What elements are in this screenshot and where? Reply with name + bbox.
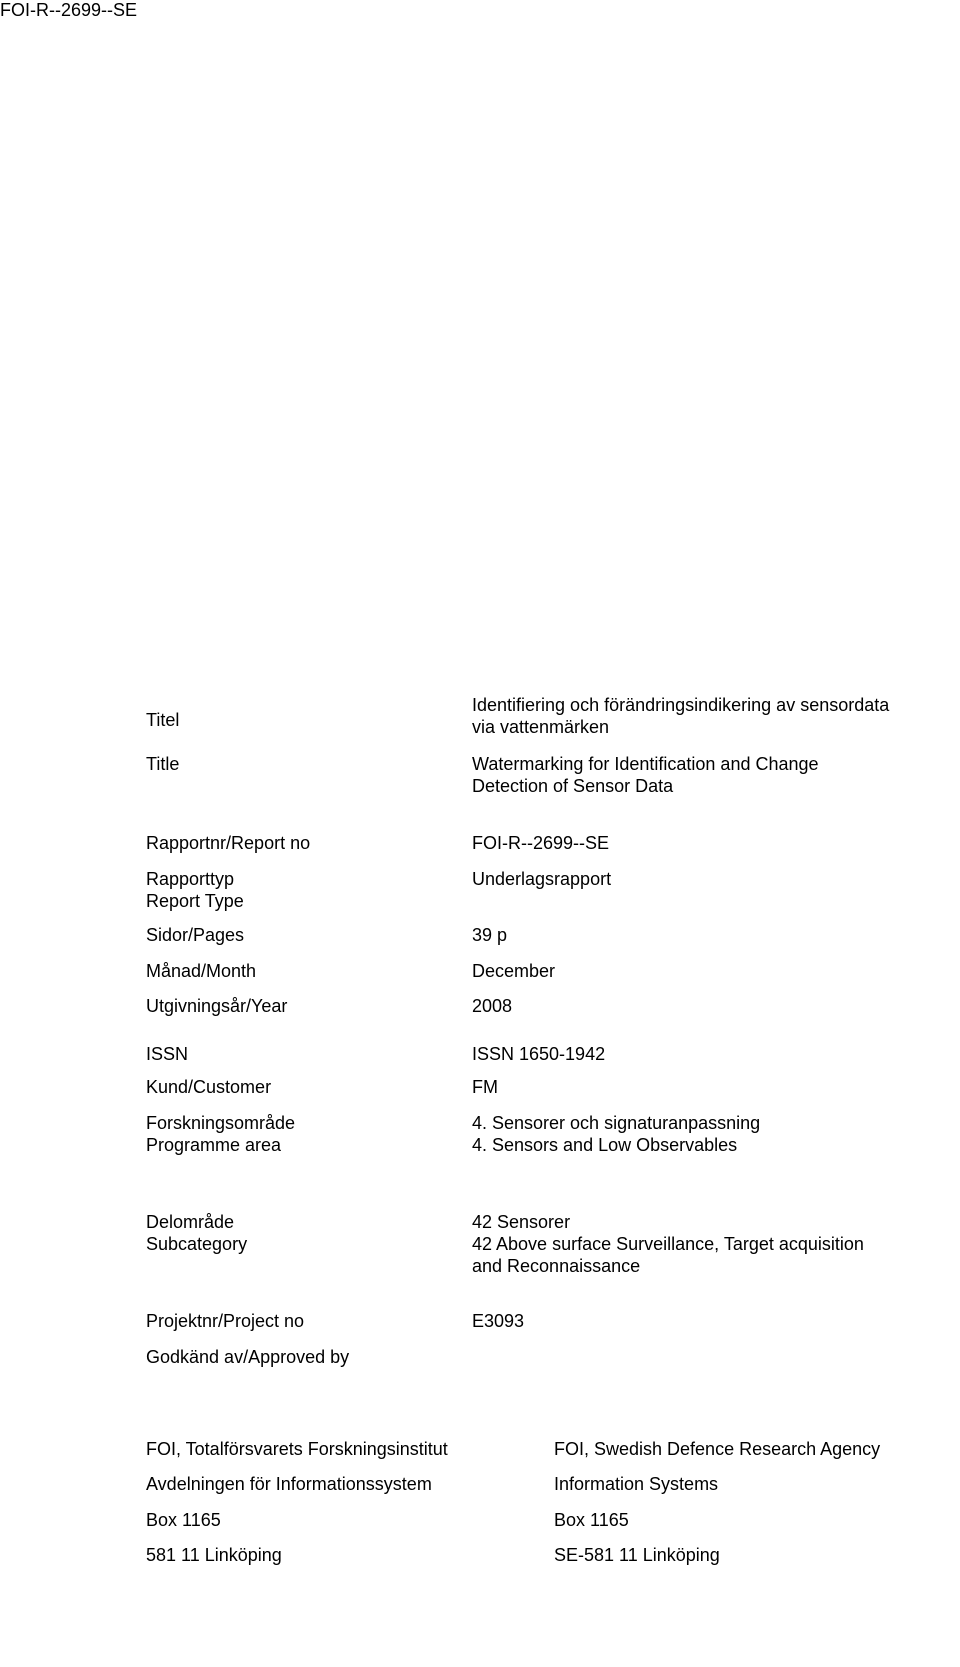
- report-no-value: FOI-R--2699--SE: [472, 833, 610, 853]
- year-label: Utgivningsår/Year: [146, 996, 288, 1016]
- footer-sv-division: Avdelningen för Informationssystem: [146, 1474, 432, 1494]
- customer-value: FM: [472, 1077, 498, 1097]
- month-label: Månad/Month: [146, 961, 257, 981]
- footer-sv-box: Box 1165: [146, 1510, 221, 1530]
- pages-value: 39 p: [472, 925, 508, 945]
- report-code-header: FOI-R--2699--SE: [0, 0, 138, 20]
- pages-label: Sidor/Pages: [146, 925, 245, 945]
- footer-en-org: FOI, Swedish Defence Research Agency: [554, 1439, 881, 1459]
- subcategory-value-line1: 42 Sensorer: [472, 1212, 571, 1232]
- customer-label: Kund/Customer: [146, 1077, 272, 1097]
- footer-sv-city: 581 11 Linköping: [146, 1545, 282, 1565]
- footer-en-city: SE-581 11 Linköping: [554, 1545, 720, 1565]
- programme-value-line1: 4. Sensorer och signaturanpassning: [472, 1113, 761, 1133]
- programme-value-line2: 4. Sensors and Low Observables: [472, 1135, 738, 1155]
- title-value-line2: Detection of Sensor Data: [472, 776, 674, 796]
- project-no-label: Projektnr/Project no: [146, 1311, 305, 1331]
- report-type-label-line1: Rapporttyp: [146, 869, 235, 889]
- year-value: 2008: [472, 996, 513, 1016]
- issn-label: ISSN: [146, 1044, 189, 1064]
- month-value: December: [472, 961, 556, 981]
- footer-sv-org: FOI, Totalförsvarets Forskningsinstitut: [146, 1439, 448, 1459]
- report-no-label: Rapportnr/Report no: [146, 833, 311, 853]
- programme-label-line2: Programme area: [146, 1135, 282, 1155]
- project-no-value: E3093: [472, 1311, 525, 1331]
- footer-en-box: Box 1165: [554, 1510, 629, 1530]
- programme-label-line1: Forskningsområde: [146, 1113, 296, 1133]
- report-type-value: Underlagsrapport: [472, 869, 612, 889]
- title-value-line1: Watermarking for Identification and Change: [472, 754, 819, 774]
- footer-en-division: Information Systems: [554, 1474, 719, 1494]
- subcategory-label-line1: Delområde: [146, 1212, 235, 1232]
- issn-value: ISSN 1650-1942: [472, 1044, 606, 1064]
- approved-by-label: Godkänd av/Approved by: [146, 1347, 350, 1367]
- titel-label: Titel: [146, 710, 180, 730]
- titel-value-line1: Identifiering och förändringsindikering av sensordata: [472, 695, 890, 715]
- report-type-label-line2: Report Type: [146, 891, 244, 911]
- title-label: Title: [146, 754, 180, 774]
- subcategory-value-line2: 42 Above surface Surveillance, Target acquisition: [472, 1234, 864, 1254]
- subcategory-value-line3: and Reconnaissance: [472, 1256, 641, 1276]
- titel-value-line2: via vattenmärken: [472, 717, 610, 737]
- subcategory-label-line2: Subcategory: [146, 1234, 248, 1254]
